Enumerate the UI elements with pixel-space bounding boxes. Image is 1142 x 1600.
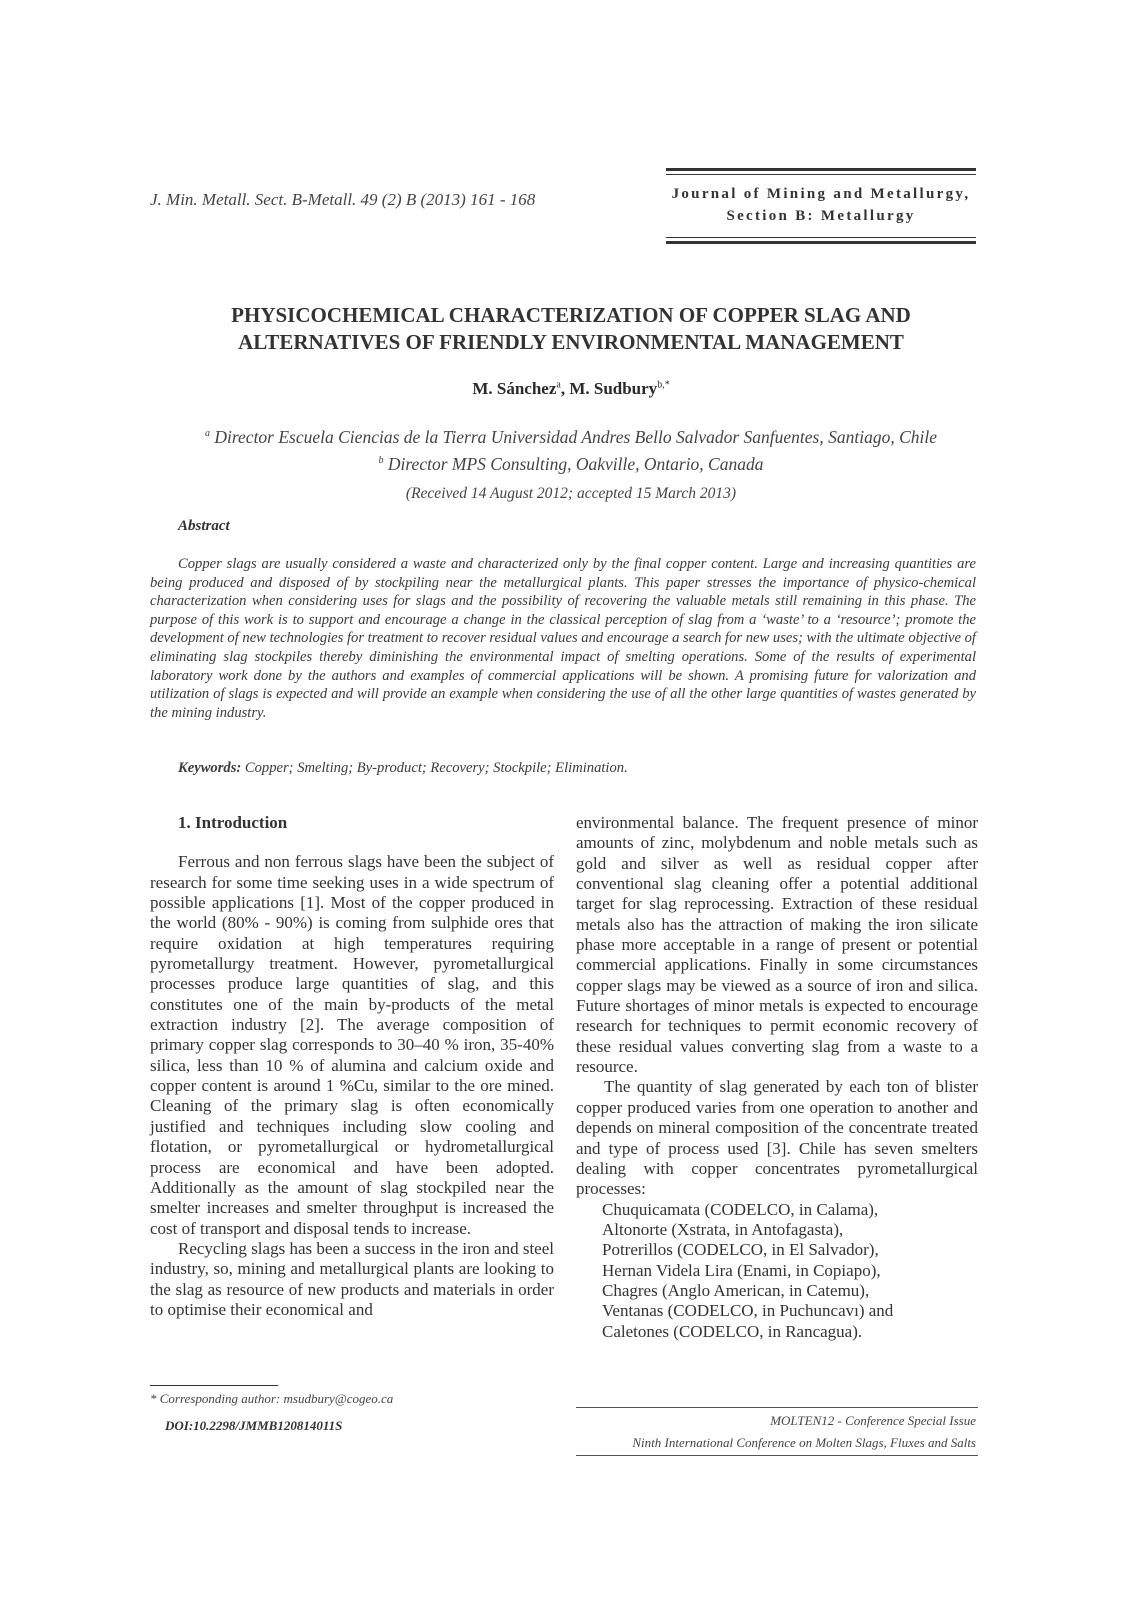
doi-link[interactable]: DOI:10.2298/JMMB120814011S — [165, 1418, 343, 1433]
keywords — [178, 760, 628, 777]
journal-name-line2: Section B: Metallurgy — [726, 208, 916, 224]
intro-paragraph-1: Ferrous and non ferrous slags have been the subject of research for some time seeking uses in a wide spectrum of possible applications [1]. Most of the copper produced in the world (80% - 90%) is coming from sulphide ores that require oxidation at high temperatures requiring pyrometallurgy treatment. However, pyrometallurgical processes produce large quantities of slag, and this constitutes one of the main by-products of the metal extraction industry [2]. The average composition of primary copper slag corresponds to 30–40 % iron, 35-40% silica, less than 10 % of alumina and calcium oxide and copper content is around 1 %Cu, similar to the ore mined. Cleaning of the primary slag is often economically justified and techniques including slow cooling and flotation, or pyrometallurgical or hydrometallurgical process are economical and have been adopted. Additionally as the amount of slag stockpiled near the smelter increases and smelter throughput is increased the cost of transport and disposal tends to increase. — [150, 852, 554, 1238]
intro-paragraph-2-continued: environmental balance. The frequent presence of minor amounts of zinc, molybdenum and noble metals such as gold and silver as well as residual copper after conventional slag cleaning offer a potential additional target for slag reprocessing. Extraction of these residual metals also has the attraction of making the iron silicate phase more acceptable in a range of present or potential commercial applications. Finally in some circumstances copper slags may be viewed as a source of iron and silica. Future shortages of minor metals is expected to encourage research for techniques to permit economic recovery of these residual values converting slag from a waste to a resource. — [576, 813, 978, 1077]
conference-rule-top — [576, 1407, 978, 1408]
affiliation-b-mark: b — [378, 454, 384, 466]
abstract-heading: Abstract — [178, 518, 230, 534]
corresponding-author-footnote: * Corresponding author: msudbury@cogeo.ca — [150, 1391, 394, 1406]
article-title-line2: ALTERNATIVES OF FRIENDLY ENVIRONMENTAL MANAGEMENT — [238, 330, 904, 354]
author-1: M. Sánchez — [472, 379, 557, 398]
author-1-affil-mark: a — [556, 379, 561, 391]
keywords-list: Copper; Smelting; By-product; Recovery; Stockpile; Elimination. — [241, 760, 628, 776]
body-column-left — [150, 813, 554, 1320]
list-item: Ventanas (CODELCO, in Puchuncavı) and — [602, 1301, 894, 1321]
conference-name-line: Ninth International Conference on Molten Slags, Fluxes and Salts — [632, 1435, 976, 1450]
author-2: M. Sudbury — [569, 379, 658, 398]
article-title-line1: PHYSICOCHEMICAL CHARACTERIZATION OF COPPER SLAG AND — [231, 303, 911, 327]
journal-rule-bottom — [666, 237, 976, 244]
body-column-right — [576, 813, 978, 1342]
journal-citation: J. Min. Metall. Sect. B-Metall. 49 (2) B (2013) 161 - 168 — [150, 190, 536, 209]
footnote-divider — [150, 1385, 278, 1386]
affiliation-a — [140, 422, 1002, 449]
affiliation-a-text: Director Escuela Ciencias de la Tierra Universidad Andres Bello Salvador Sanfuentes, Santiago, Chile — [210, 426, 937, 447]
affiliation-b-text: Director MPS Consulting, Oakville, Ontario, Canada — [383, 453, 764, 474]
section-heading-introduction: 1. Introduction — [178, 813, 288, 832]
intro-paragraph-2: Recycling slags has been a success in the iron and steel industry, so, mining and metallurgical plants are looking to the slag as resource of new products and materials in order to optimise their economical and — [150, 1238, 554, 1319]
list-item: Altonorte (Xstrata, in Antofagasta), — [602, 1219, 844, 1239]
conference-rule-bottom — [576, 1455, 978, 1456]
journal-name-box — [666, 168, 976, 244]
list-item: Caletones (CODELCO, in Rancagua). — [602, 1321, 863, 1341]
author-separator: , — [560, 379, 570, 398]
abstract-text: Copper slags are usually considered a waste and characterized only by the final copper content. Large and increasing quantities are being produced and disposed of by stockpiling near the metallurgical plants. This paper stresses the importance of physico-chemical characterization when considering uses for slags and the possibility of recovering the valuable metals still remaining in this phase. The purpose of this work is to support and encourage a change in the classical perception of slag from a ‘waste’ to a ‘resource’; promote the development of new technologies for treatment to recover residual values and encourage a search for new uses; with the ultimate objective of eliminating slag stockpiles thereby diminishing the environmental impact of smelting operations. Some of the results of experimental laboratory work done by the authors and examples of commercial applications will be shown. A promising future for valorization and utilization of slags is expected and will provide an example when considering the use of all the other large quantities of wastes generated by the mining industry. — [150, 556, 976, 721]
article-title — [140, 302, 1002, 356]
list-item: Chuquicamata (CODELCO, in Calama), — [602, 1199, 879, 1219]
list-item: Potrerillos (CODELCO, in El Salvador), — [602, 1240, 879, 1260]
affiliation-b — [140, 449, 1002, 476]
affiliation-a-mark: a — [205, 428, 210, 439]
journal-name — [666, 183, 976, 227]
received-dates: (Received 14 August 2012; accepted 15 March 2013) — [405, 485, 737, 502]
smelter-list — [576, 1200, 978, 1342]
affiliations — [140, 422, 1002, 476]
intro-paragraph-3: The quantity of slag generated by each ton of blister copper produced varies from one operation to another and depends on mineral composition of the concentrate treated and type of process used [3]. Chile has seven smelters dealing with copper concentrates pyrometallurgical processes: — [576, 1077, 978, 1199]
journal-name-line1: Journal of Mining and Metallurgy, — [671, 186, 971, 202]
authors — [140, 379, 1002, 399]
keywords-label: Keywords: — [178, 760, 242, 776]
list-item: Chagres (Anglo American, in Catemu), — [602, 1280, 870, 1300]
journal-rule-top — [666, 168, 976, 175]
list-item: Hernan Videla Lira (Enami, in Copiapo), — [602, 1260, 881, 1280]
author-2-affil-mark: b,* — [657, 379, 670, 391]
conference-issue-line: MOLTEN12 - Conference Special Issue — [770, 1413, 976, 1428]
